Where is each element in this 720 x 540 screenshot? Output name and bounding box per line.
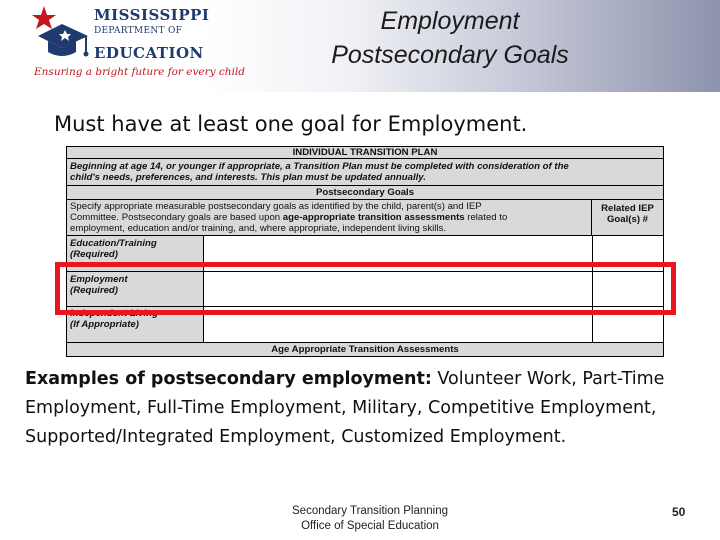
logo-line-1: MISSISSIPPI [94,6,210,24]
form-description-line-2-start: Committee. Postsecondary goals are based upon [70,212,283,223]
form-section-header: Postsecondary Goals [66,186,664,200]
logo-line-3: EDUCATION [94,44,204,62]
employment-highlight-box [55,262,676,315]
footer-line-1: Secondary Transition Planning [292,505,448,517]
form-description-line-1: Specify appropriate measurable postsecondary goals as identified by the child, parent(s) and IEP [70,201,482,212]
examples-paragraph [25,365,715,452]
examples-lead: Examples of postsecondary employment: [25,369,432,389]
related-iep-line-1: Related IEP [601,203,654,214]
form-description-line-2-end: related to [464,212,508,223]
related-iep-header [592,200,664,236]
form-intro-line-1: Beginning at age 14, or younger if appropriate, a Transition Plan must be completed with consideration of the [70,161,569,172]
star-and-mortarboard-icon [32,4,92,64]
row-note: (Required) [70,249,118,260]
logo-line-2: DEPARTMENT OF [94,26,183,36]
form-description-line-2 [70,212,588,223]
title-line-1: Employment [380,7,520,35]
transition-plan-form-excerpt [66,145,664,355]
form-description-line-2-emphasis: age-appropriate transition assessments [282,212,465,223]
form-intro [66,159,664,186]
footer [250,504,490,534]
related-iep-line-2: Goal(s) # [606,214,649,225]
form-description [66,200,592,236]
slide-title [250,4,650,72]
form-bottom-section-cut: Age Appropriate Transition Assessments [66,343,664,357]
row-note: (If Appropriate) [70,319,139,330]
page-number: 50 [672,505,686,519]
examples-text: Volunteer Work, Part-Time Employment, Full-Time Employment, Military, Competitive Employment, Supported/Integrated Employment, Customized Employment. [25,369,665,447]
row-note: (Required) [70,285,118,296]
row-label: Education/Training [70,238,157,249]
title-line-2: Postsecondary Goals [331,41,569,69]
form-description-line-3: employment, education and/or training, and, where appropriate, independent living skills. [70,223,446,234]
row-label: Independent Living [70,308,158,319]
mississippi-department-of-education-logo [32,2,246,84]
main-heading: Must have at least one goal for Employment. [54,112,528,136]
row-label: Employment [70,274,128,285]
form-intro-line-2: child's needs, preferences, and interests. This plan must be updated annually. [70,172,426,183]
form-title: INDIVIDUAL TRANSITION PLAN [66,146,664,159]
footer-line-2: Office of Special Education [301,520,439,532]
logo-tagline: Ensuring a bright future for every child [34,66,246,78]
